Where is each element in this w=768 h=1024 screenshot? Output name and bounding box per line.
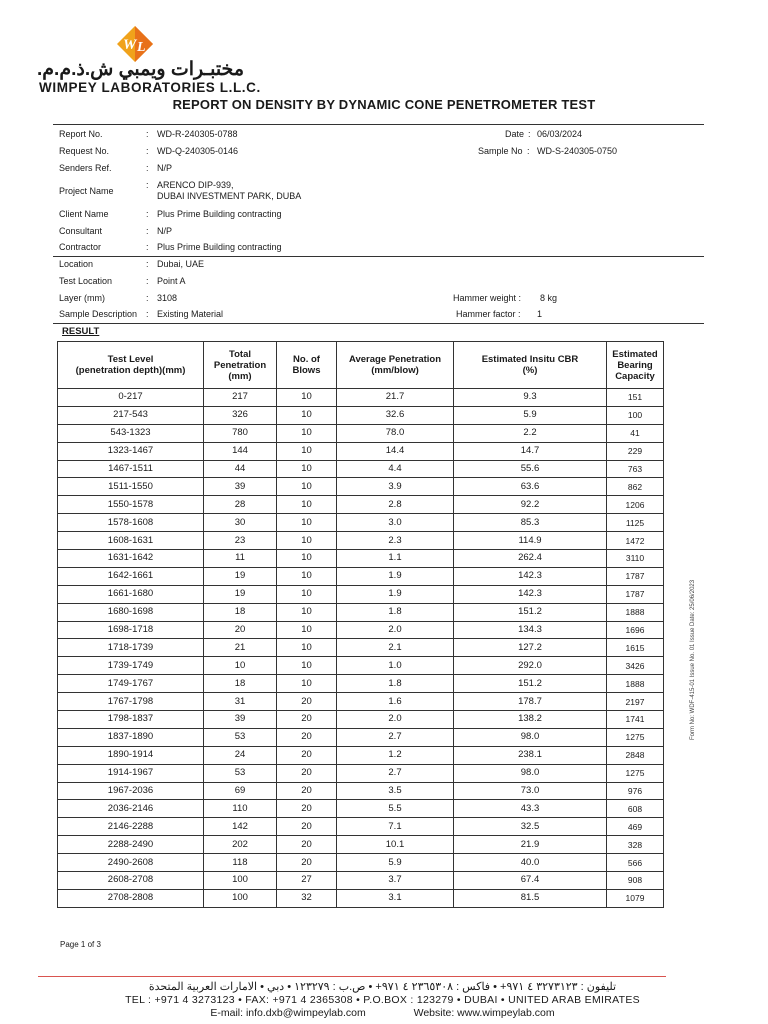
- cell-cbr: 2.2: [454, 424, 607, 442]
- cell-blows: 27: [277, 872, 337, 890]
- sample-description: Existing Material: [157, 309, 224, 319]
- cell-blows: 10: [277, 478, 337, 496]
- cell-total-penetration: 217: [204, 389, 277, 407]
- cell-total-penetration: 24: [204, 746, 277, 764]
- cell-average-penetration: 1.1: [337, 550, 454, 568]
- cell-blows: 10: [277, 460, 337, 478]
- consultant-label: Consultant: [59, 226, 103, 236]
- cell-blows: 10: [277, 514, 337, 532]
- cell-bearing-capacity: 1888: [607, 603, 664, 621]
- cell-test-level: 217-543: [58, 406, 204, 424]
- table-row: [58, 800, 664, 818]
- footer-website: Website: www.wimpeylab.com: [413, 1007, 555, 1019]
- cell-blows: 20: [277, 746, 337, 764]
- cell-cbr: 292.0: [454, 657, 607, 675]
- cell-blows: 10: [277, 657, 337, 675]
- cell-bearing-capacity: 2197: [607, 693, 664, 711]
- colon: :: [146, 242, 149, 252]
- cell-total-penetration: 19: [204, 567, 277, 585]
- cell-test-level: 2288-2490: [58, 836, 204, 854]
- cell-cbr: 151.2: [454, 603, 607, 621]
- cell-cbr: 81.5: [454, 889, 607, 907]
- report-no: WD-R-240305-0788: [157, 129, 238, 139]
- table-row: [58, 728, 664, 746]
- colon: :: [146, 163, 149, 173]
- cell-average-penetration: 3.1: [337, 889, 454, 907]
- cell-cbr: 67.4: [454, 872, 607, 890]
- cell-total-penetration: 39: [204, 478, 277, 496]
- cell-cbr: 178.7: [454, 693, 607, 711]
- cell-cbr: 138.2: [454, 711, 607, 729]
- cell-cbr: 92.2: [454, 496, 607, 514]
- cell-cbr: 63.6: [454, 478, 607, 496]
- cell-blows: 20: [277, 836, 337, 854]
- cell-blows: 20: [277, 711, 337, 729]
- table-row: [58, 711, 664, 729]
- cell-average-penetration: 7.1: [337, 818, 454, 836]
- colon: :: [146, 276, 149, 286]
- cell-blows: 20: [277, 693, 337, 711]
- cell-total-penetration: 18: [204, 675, 277, 693]
- divider: [53, 124, 704, 125]
- cell-average-penetration: 1.2: [337, 746, 454, 764]
- cell-bearing-capacity: 1787: [607, 567, 664, 585]
- cell-bearing-capacity: 1787: [607, 585, 664, 603]
- cell-test-level: 1798-1837: [58, 711, 204, 729]
- cell-test-level: 1718-1739: [58, 639, 204, 657]
- colon: :: [146, 293, 149, 303]
- cell-blows: 10: [277, 585, 337, 603]
- col-header-cbr: Estimated Insitu CBR (%): [454, 342, 607, 389]
- cell-blows: 10: [277, 603, 337, 621]
- cell-bearing-capacity: 1615: [607, 639, 664, 657]
- cell-bearing-capacity: 1275: [607, 764, 664, 782]
- cell-blows: 20: [277, 854, 337, 872]
- cell-test-level: 1550-1578: [58, 496, 204, 514]
- col-header-bearing-capacity: Estimated Bearing Capacity: [607, 342, 664, 389]
- cell-blows: 20: [277, 782, 337, 800]
- project-name-line-2: DUBAI INVESTMENT PARK, DUBA: [157, 191, 302, 201]
- table-header-row: [58, 342, 664, 389]
- cell-total-penetration: 202: [204, 836, 277, 854]
- cell-blows: 10: [277, 389, 337, 407]
- company-name-arabic: مختبـرات ويمبي ش.ذ.م.م.: [37, 59, 244, 80]
- table-row: [58, 764, 664, 782]
- cell-total-penetration: 21: [204, 639, 277, 657]
- cell-average-penetration: 32.6: [337, 406, 454, 424]
- cell-test-level: 2708-2808: [58, 889, 204, 907]
- project-name-line-1: ARENCO DIP-939,: [157, 180, 234, 190]
- footer-contact: TEL : +971 4 3273123 • FAX: +971 4 2365308 • P.O.BOX : 123279 • DUBAI • UNITED ARAB EMIRATES: [125, 994, 640, 1006]
- cell-average-penetration: 1.9: [337, 567, 454, 585]
- footer-email: E-mail: info.dxb@wimpeylab.com: [210, 1007, 366, 1019]
- cell-average-penetration: 1.0: [337, 657, 454, 675]
- cell-total-penetration: 23: [204, 532, 277, 550]
- cell-bearing-capacity: 3426: [607, 657, 664, 675]
- consultant: N/P: [157, 226, 173, 236]
- colon: :: [146, 259, 149, 269]
- cell-test-level: 1914-1967: [58, 764, 204, 782]
- cell-average-penetration: 1.8: [337, 675, 454, 693]
- cell-blows: 10: [277, 424, 337, 442]
- cell-cbr: 114.9: [454, 532, 607, 550]
- hammer-factor-label: Hammer factor :: [456, 309, 521, 319]
- cell-cbr: 151.2: [454, 675, 607, 693]
- cell-bearing-capacity: 608: [607, 800, 664, 818]
- divider: [53, 256, 704, 257]
- table-row: [58, 639, 664, 657]
- cell-total-penetration: 10: [204, 657, 277, 675]
- cell-cbr: 142.3: [454, 567, 607, 585]
- hammer-weight-label: Hammer weight :: [453, 293, 522, 303]
- cell-average-penetration: 2.0: [337, 621, 454, 639]
- svg-text:W: W: [123, 37, 137, 53]
- cell-bearing-capacity: 862: [607, 478, 664, 496]
- layer-label: Layer (mm): [59, 293, 106, 303]
- cell-cbr: 32.5: [454, 818, 607, 836]
- cell-average-penetration: 21.7: [337, 389, 454, 407]
- request-no: WD-Q-240305-0146: [157, 146, 239, 156]
- cell-average-penetration: 78.0: [337, 424, 454, 442]
- cell-cbr: 134.3: [454, 621, 607, 639]
- cell-average-penetration: 3.7: [337, 872, 454, 890]
- location-label: Location: [59, 259, 94, 269]
- cell-test-level: 2146-2288: [58, 818, 204, 836]
- form-number-note: Form No: WDF-415-01 Issue No. 01 Issue Date: 25/06/2023: [690, 579, 696, 740]
- table-row: [58, 406, 664, 424]
- cell-total-penetration: 20: [204, 621, 277, 639]
- cell-average-penetration: 5.5: [337, 800, 454, 818]
- table-row: [58, 478, 664, 496]
- cell-blows: 32: [277, 889, 337, 907]
- table-row: [58, 872, 664, 890]
- cell-average-penetration: 2.7: [337, 728, 454, 746]
- cell-cbr: 142.3: [454, 585, 607, 603]
- cell-blows: 20: [277, 728, 337, 746]
- cell-test-level: 1608-1631: [58, 532, 204, 550]
- table-row: [58, 818, 664, 836]
- cell-bearing-capacity: 469: [607, 818, 664, 836]
- cell-blows: 10: [277, 567, 337, 585]
- table-row: [58, 514, 664, 532]
- table-row: [58, 603, 664, 621]
- cell-bearing-capacity: 1741: [607, 711, 664, 729]
- cell-cbr: 98.0: [454, 728, 607, 746]
- colon: :: [146, 129, 149, 139]
- col-header-blows: No. of Blows: [277, 342, 337, 389]
- cell-bearing-capacity: 100: [607, 406, 664, 424]
- cell-test-level: 1739-1749: [58, 657, 204, 675]
- cell-test-level: 1578-1608: [58, 514, 204, 532]
- cell-bearing-capacity: 41: [607, 424, 664, 442]
- cell-bearing-capacity: 1275: [607, 728, 664, 746]
- cell-total-penetration: 780: [204, 424, 277, 442]
- cell-cbr: 43.3: [454, 800, 607, 818]
- cell-average-penetration: 2.7: [337, 764, 454, 782]
- cell-total-penetration: 142: [204, 818, 277, 836]
- table-row: [58, 389, 664, 407]
- result-heading: RESULT: [62, 326, 100, 337]
- cell-average-penetration: 2.1: [337, 639, 454, 657]
- cell-total-penetration: 28: [204, 496, 277, 514]
- table-row: [58, 675, 664, 693]
- col-header-total-penetration: Total Penetration (mm): [204, 342, 277, 389]
- client-label: Client Name: [59, 209, 109, 219]
- cell-bearing-capacity: 1206: [607, 496, 664, 514]
- cell-blows: 20: [277, 818, 337, 836]
- cell-cbr: 5.9: [454, 406, 607, 424]
- cell-total-penetration: 118: [204, 854, 277, 872]
- cell-total-penetration: 100: [204, 872, 277, 890]
- cell-cbr: 21.9: [454, 836, 607, 854]
- cell-average-penetration: 1.8: [337, 603, 454, 621]
- cell-average-penetration: 10.1: [337, 836, 454, 854]
- cell-average-penetration: 2.8: [337, 496, 454, 514]
- table-row: [58, 854, 664, 872]
- cell-cbr: 73.0: [454, 782, 607, 800]
- cell-blows: 10: [277, 406, 337, 424]
- results-table: [57, 341, 664, 908]
- date-value: 06/03/2024: [537, 129, 583, 139]
- cell-bearing-capacity: 1125: [607, 514, 664, 532]
- table-row: [58, 585, 664, 603]
- report-no-label: Report No.: [59, 129, 103, 139]
- cell-blows: 20: [277, 764, 337, 782]
- cell-test-level: 1698-1718: [58, 621, 204, 639]
- cell-cbr: 262.4: [454, 550, 607, 568]
- table-row: [58, 496, 664, 514]
- test-location-label: Test Location: [59, 276, 113, 286]
- cell-bearing-capacity: 908: [607, 872, 664, 890]
- colon: :: [146, 180, 149, 190]
- sample-description-label: Sample Description: [59, 309, 138, 319]
- colon: :: [527, 146, 530, 156]
- footer-web: [105, 1007, 660, 1019]
- cell-bearing-capacity: 328: [607, 836, 664, 854]
- table-row: [58, 532, 664, 550]
- sample-no-label: Sample No: [478, 146, 523, 156]
- cell-total-penetration: 19: [204, 585, 277, 603]
- cell-cbr: 55.6: [454, 460, 607, 478]
- divider: [53, 323, 704, 324]
- cell-bearing-capacity: 151: [607, 389, 664, 407]
- cell-cbr: 85.3: [454, 514, 607, 532]
- table-row: [58, 889, 664, 907]
- cell-blows: 10: [277, 675, 337, 693]
- cell-test-level: 1749-1767: [58, 675, 204, 693]
- sample-no: WD-S-240305-0750: [537, 146, 618, 156]
- contractor-label: Contractor: [59, 242, 102, 252]
- cell-test-level: 1467-1511: [58, 460, 204, 478]
- colon: :: [146, 146, 149, 156]
- cell-test-level: 543-1323: [58, 424, 204, 442]
- cell-average-penetration: 3.0: [337, 514, 454, 532]
- cell-total-penetration: 53: [204, 728, 277, 746]
- cell-test-level: 1323-1467: [58, 442, 204, 460]
- table-row: [58, 782, 664, 800]
- cell-test-level: 2036-2146: [58, 800, 204, 818]
- footer-divider: [38, 976, 666, 977]
- cell-test-level: 1767-1798: [58, 693, 204, 711]
- senders-ref: N/P: [157, 163, 173, 173]
- table-row: [58, 442, 664, 460]
- cell-blows: 10: [277, 496, 337, 514]
- cell-total-penetration: 39: [204, 711, 277, 729]
- table-row: [58, 550, 664, 568]
- cell-blows: 10: [277, 550, 337, 568]
- cell-cbr: 9.3: [454, 389, 607, 407]
- table-row: [58, 836, 664, 854]
- cell-bearing-capacity: 1696: [607, 621, 664, 639]
- cell-test-level: 2608-2708: [58, 872, 204, 890]
- cell-average-penetration: 2.0: [337, 711, 454, 729]
- cell-blows: 10: [277, 442, 337, 460]
- cell-average-penetration: 4.4: [337, 460, 454, 478]
- cell-test-level: 1661-1680: [58, 585, 204, 603]
- hammer-factor: 1: [537, 309, 543, 319]
- request-no-label: Request No.: [59, 146, 110, 156]
- cell-cbr: 238.1: [454, 746, 607, 764]
- location: Dubai, UAE: [157, 259, 205, 269]
- cell-test-level: 0-217: [58, 389, 204, 407]
- table-row: [58, 693, 664, 711]
- table-row: [58, 424, 664, 442]
- cell-test-level: 1511-1550: [58, 478, 204, 496]
- cell-total-penetration: 326: [204, 406, 277, 424]
- colon: :: [528, 129, 531, 139]
- senders-ref-label: Senders Ref.: [59, 163, 112, 173]
- colon: :: [146, 226, 149, 236]
- cell-total-penetration: 44: [204, 460, 277, 478]
- contractor: Plus Prime Building contracting: [157, 242, 282, 252]
- cell-bearing-capacity: 763: [607, 460, 664, 478]
- table-row: [58, 746, 664, 764]
- cell-total-penetration: 144: [204, 442, 277, 460]
- report-title: REPORT ON DENSITY BY DYNAMIC CONE PENETROMETER TEST: [172, 97, 596, 112]
- cell-average-penetration: 3.5: [337, 782, 454, 800]
- cell-total-penetration: 100: [204, 889, 277, 907]
- cell-bearing-capacity: 1472: [607, 532, 664, 550]
- cell-average-penetration: 1.9: [337, 585, 454, 603]
- footer-arabic: تليفون : ٣٢٧٣١٢٣ ٤ ٩٧١+ • فاكس : ٢٣٦٥٣٠٨ ٤ ٩٧١+ • ص.ب : ١٢٣٢٧٩ • دبي • الامارات العربية المتحدة: [148, 981, 617, 993]
- table-row: [58, 567, 664, 585]
- cell-total-penetration: 31: [204, 693, 277, 711]
- cell-cbr: 40.0: [454, 854, 607, 872]
- project-name-label: Project Name: [59, 186, 114, 196]
- cell-bearing-capacity: 2848: [607, 746, 664, 764]
- cell-test-level: 1680-1698: [58, 603, 204, 621]
- cell-bearing-capacity: 1888: [607, 675, 664, 693]
- cell-average-penetration: 3.9: [337, 478, 454, 496]
- cell-average-penetration: 2.3: [337, 532, 454, 550]
- client-name: Plus Prime Building contracting: [157, 209, 282, 219]
- cell-test-level: 1837-1890: [58, 728, 204, 746]
- cell-bearing-capacity: 566: [607, 854, 664, 872]
- date-label: Date: [505, 129, 525, 139]
- cell-cbr: 98.0: [454, 764, 607, 782]
- cell-total-penetration: 30: [204, 514, 277, 532]
- cell-bearing-capacity: 229: [607, 442, 664, 460]
- cell-blows: 10: [277, 639, 337, 657]
- table-row: [58, 621, 664, 639]
- cell-blows: 20: [277, 800, 337, 818]
- cell-total-penetration: 110: [204, 800, 277, 818]
- cell-bearing-capacity: 976: [607, 782, 664, 800]
- cell-total-penetration: 69: [204, 782, 277, 800]
- cell-test-level: 2490-2608: [58, 854, 204, 872]
- page-number: Page 1 of 3: [60, 940, 101, 949]
- hammer-weight: 8 kg: [540, 293, 558, 303]
- cell-average-penetration: 5.9: [337, 854, 454, 872]
- col-header-test-level: Test Level (penetration depth)(mm): [58, 342, 204, 389]
- cell-total-penetration: 53: [204, 764, 277, 782]
- cell-cbr: 14.7: [454, 442, 607, 460]
- results-body: [58, 389, 664, 908]
- table-row: [58, 657, 664, 675]
- cell-test-level: 1642-1661: [58, 567, 204, 585]
- cell-test-level: 1890-1914: [58, 746, 204, 764]
- cell-bearing-capacity: 1079: [607, 889, 664, 907]
- cell-bearing-capacity: 3110: [607, 550, 664, 568]
- test-location: Point A: [157, 276, 186, 286]
- colon: :: [146, 209, 149, 219]
- svg-text:L: L: [137, 40, 146, 55]
- cell-blows: 10: [277, 532, 337, 550]
- company-name: WIMPEY LABORATORIES L.L.C.: [39, 80, 261, 95]
- colon: :: [146, 309, 149, 319]
- cell-test-level: 1631-1642: [58, 550, 204, 568]
- cell-test-level: 1967-2036: [58, 782, 204, 800]
- layer-value: 3108: [157, 293, 178, 303]
- cell-average-penetration: 1.6: [337, 693, 454, 711]
- cell-blows: 10: [277, 621, 337, 639]
- cell-cbr: 127.2: [454, 639, 607, 657]
- cell-total-penetration: 11: [204, 550, 277, 568]
- cell-average-penetration: 14.4: [337, 442, 454, 460]
- table-row: [58, 460, 664, 478]
- cell-total-penetration: 18: [204, 603, 277, 621]
- col-header-average-penetration: Average Penetration (mm/blow): [337, 342, 454, 389]
